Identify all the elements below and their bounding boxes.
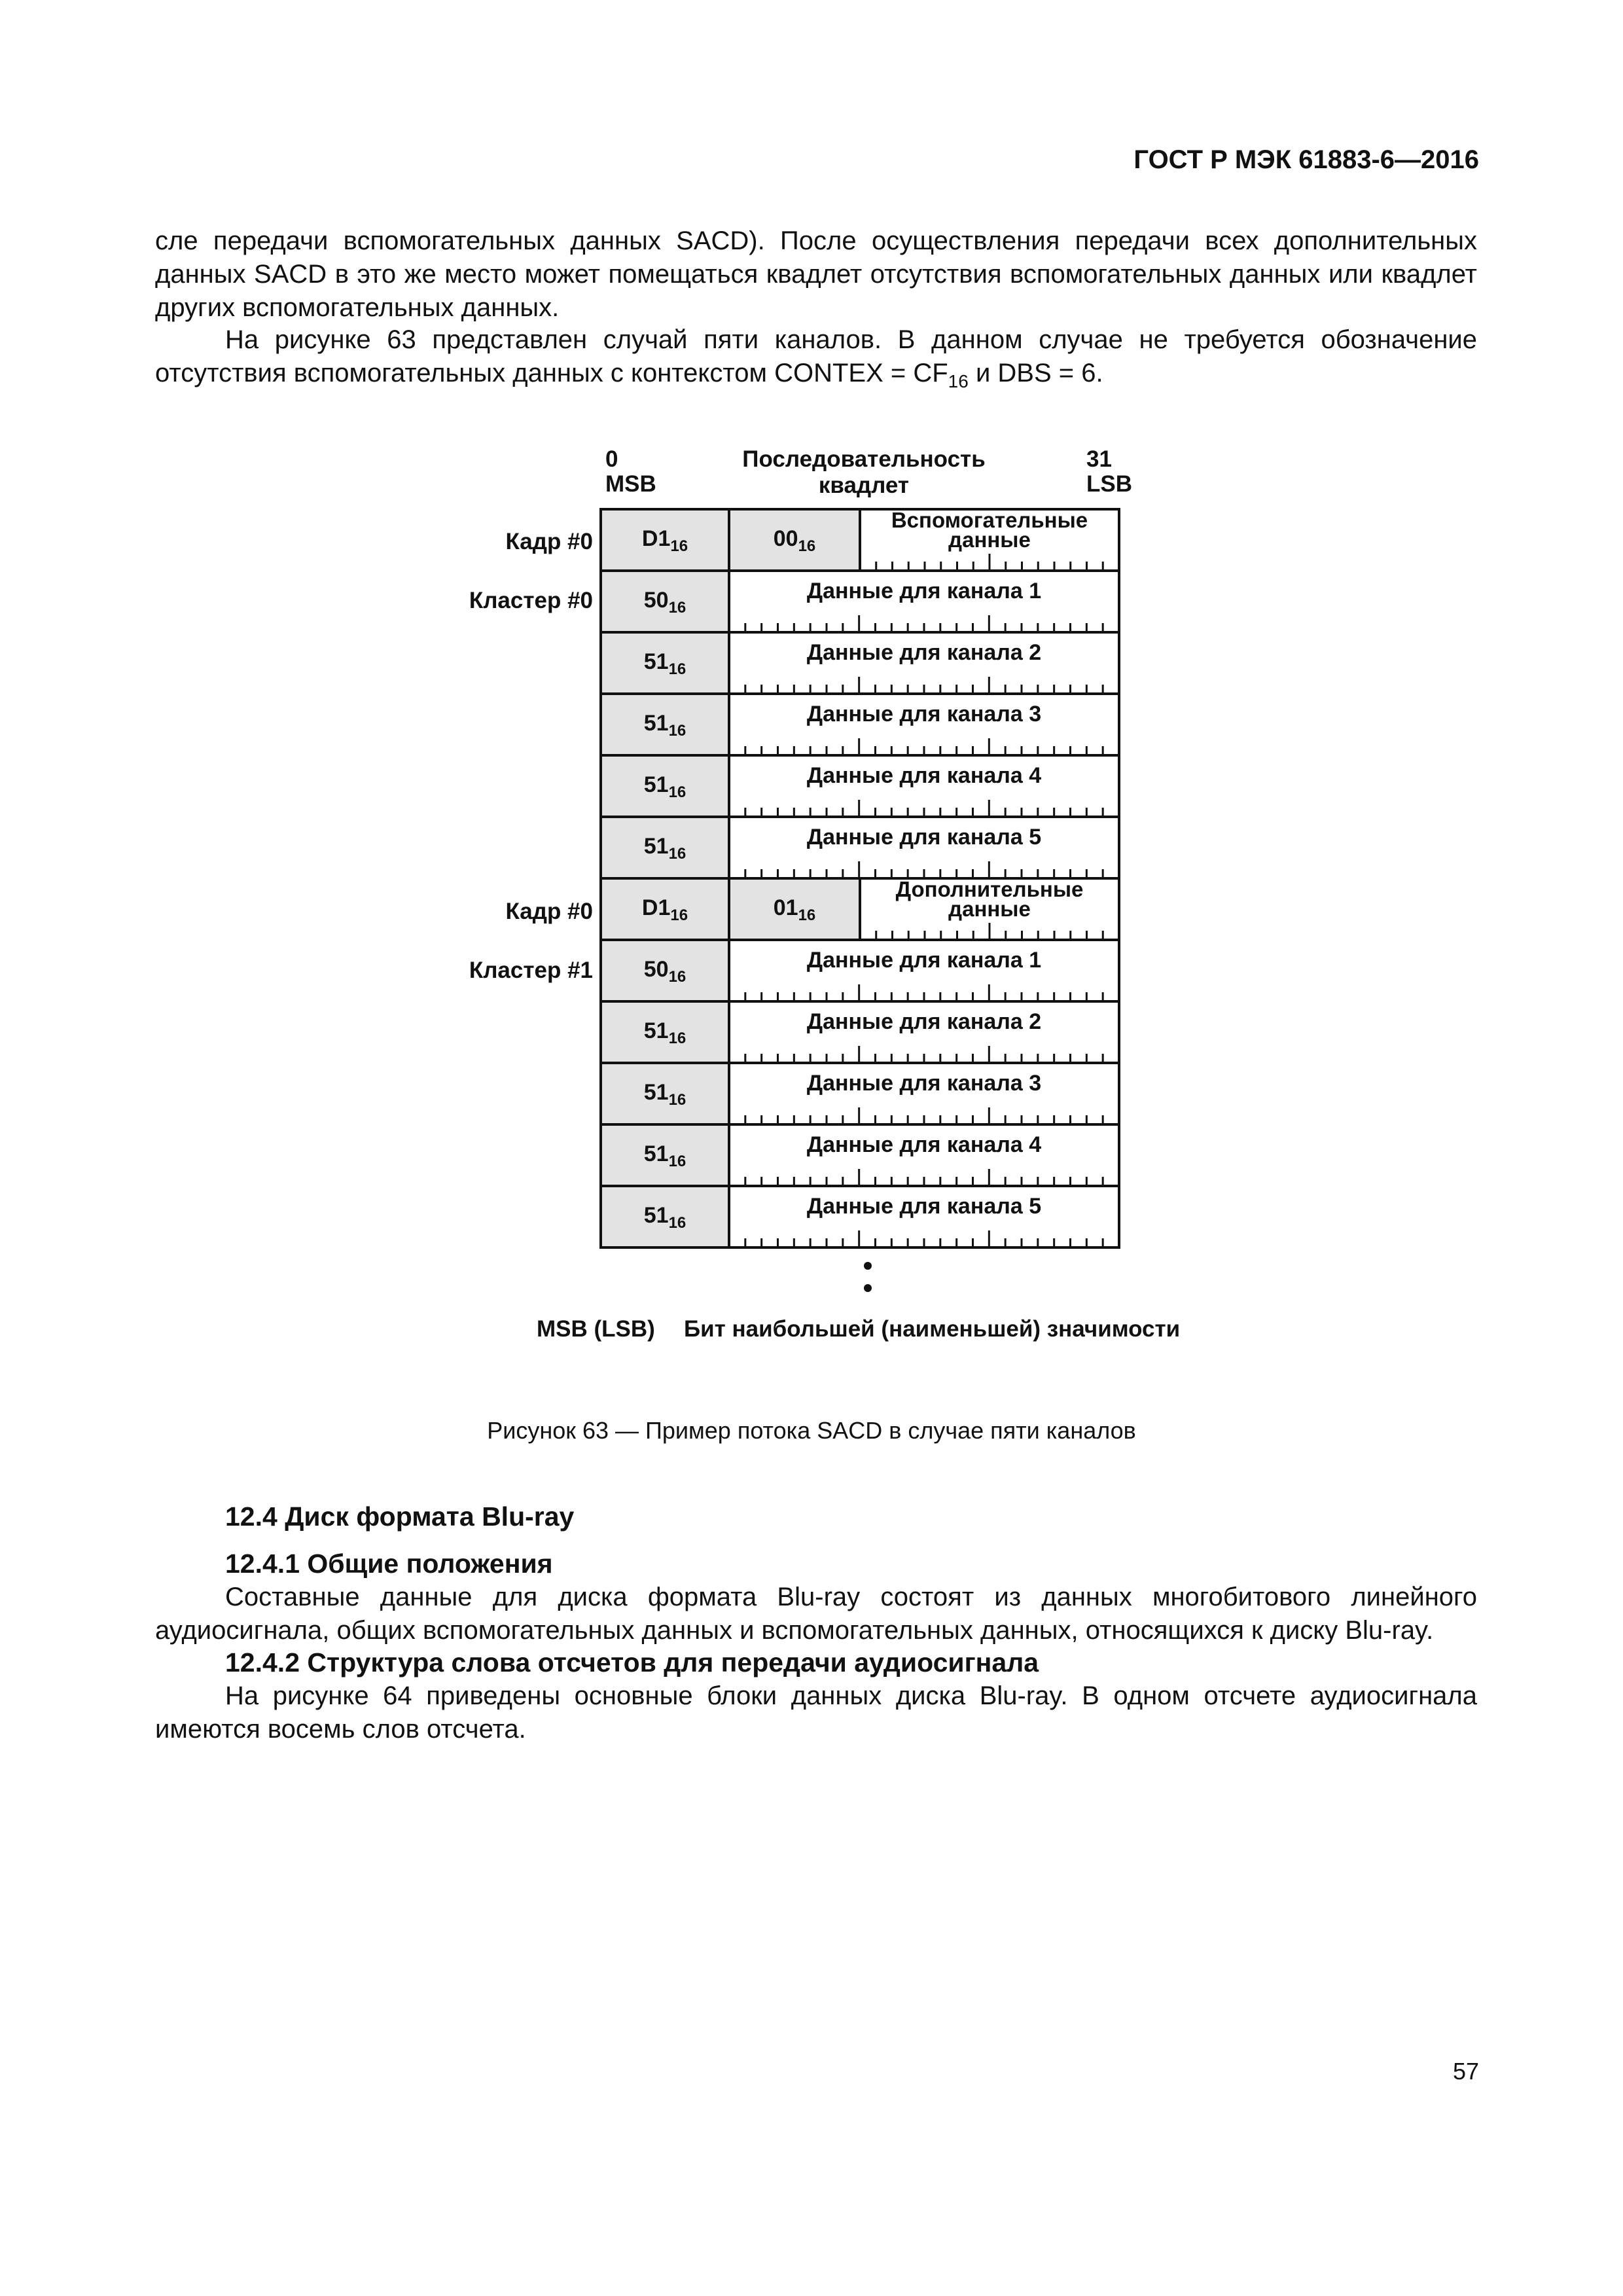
grid-lines xyxy=(601,509,1119,1247)
legend-key: MSB (LSB) xyxy=(537,1316,655,1342)
row-label-cluster1: Кластер #1 xyxy=(469,958,593,983)
cell-code-text: $50_{16}$ xyxy=(643,588,687,617)
top-title: Последовательность квадлет xyxy=(742,446,986,498)
channel-data-label: Данные для канала 4 xyxy=(806,763,1042,788)
channel-data-label: Данные для канала 5 xyxy=(806,825,1042,850)
cell-code-text: $D1_{16}$ xyxy=(641,526,688,555)
channel-data-label: Данные для канала 1 xyxy=(806,579,1042,603)
channel-data-label: Данные для канала 5 xyxy=(806,1194,1042,1219)
legend-text: Бит наибольшей (наименьшей) значимости xyxy=(684,1316,1181,1342)
aux-label-line-1: Вспомогательные xyxy=(891,508,1088,532)
channel-data-label: Данные для канала 2 xyxy=(806,1009,1042,1034)
cell-code-text: $51_{16}$ xyxy=(643,772,687,801)
figure-caption: Рисунок 63 — Пример потока SACD в случае пяти каналов xyxy=(487,1417,1136,1444)
row-label-frame0-b: Кадр #0 xyxy=(505,899,593,924)
quadlet-grid xyxy=(601,509,1119,1247)
paragraph-12-4-1: Составные данные для диска формата Blu-ray состоят из данных многобитового линейного аудиосигнала, общих вспомогательных данных и вспомогательных данных, относящихся к диску Blu-ray. xyxy=(155,1583,1477,1645)
top-left-index: 0 xyxy=(605,446,618,472)
heading-12-4-2: 12.4.2 Структура слова отсчетов для передачи аудиосигнала xyxy=(225,1647,1039,1677)
row-label-cluster0: Кластер #0 xyxy=(469,588,593,613)
row-label-frame0-a: Кадр #0 xyxy=(505,529,593,554)
continuation-dot xyxy=(864,1284,872,1292)
channel-data-label: Данные для канала 4 xyxy=(806,1132,1042,1157)
page-number: 57 xyxy=(1452,2058,1479,2085)
cell-code-text: $51_{16}$ xyxy=(643,1018,687,1047)
intro-paragraph-1: сле передачи вспомогательных данных SACD). После осуществления передачи всех дополнительных данных SACD в это же место может помещаться квадлет отсутствия вспомогательных данных или квадлет других вспомогательных данных. xyxy=(155,226,1477,322)
channel-data-label: Данные для канала 3 xyxy=(806,702,1042,726)
cell-code-text: $51_{16}$ xyxy=(643,1080,687,1109)
heading-12-4-1: 12.4.1 Общие положения xyxy=(225,1549,553,1579)
channel-data-label: Данные для канала 2 xyxy=(806,640,1042,665)
channel-data-label: Данные для канала 3 xyxy=(806,1071,1042,1096)
document-code: ГОСТ Р МЭК 61883-6—2016 xyxy=(1133,145,1479,174)
cell-code-text: $51_{16}$ xyxy=(643,649,687,678)
heading-12-4: 12.4 Диск формата Blu-ray xyxy=(225,1501,575,1532)
cell-code-text: $51_{16}$ xyxy=(643,1141,687,1170)
cell-code-text: $51_{16}$ xyxy=(643,711,687,740)
intro-paragraph-2: На рисунке 63 представлен случай пяти каналов. В данном случае не требуется обозначение отсутствия вспомогательных данных с контекстом CONTEX = $CF_{16}$ и DBS = 6. xyxy=(155,325,1477,391)
continuation-dot xyxy=(864,1262,872,1270)
aux-label-line-1: Дополнительные xyxy=(895,877,1084,901)
top-right-index: 31 xyxy=(1086,446,1112,472)
cell-code-text: $50_{16}$ xyxy=(643,957,687,986)
cell-code-text: $D1_{16}$ xyxy=(641,895,688,924)
cell-code-text: $51_{16}$ xyxy=(643,834,687,863)
cell-code-text: $51_{16}$ xyxy=(643,1203,687,1232)
paragraph-12-4-2: На рисунке 64 приведены основные блоки данных диска Blu-ray. В одном отсчете аудиосигнала имеются восемь слов отсчета. xyxy=(155,1681,1477,1744)
cell-second-code-text: $01_{16}$ xyxy=(773,895,816,924)
aux-label-line-2: данные xyxy=(948,528,1031,552)
aux-label-line-2: данные xyxy=(948,897,1031,921)
top-right-lsb: LSB xyxy=(1086,471,1132,497)
cell-second-code-text: $00_{16}$ xyxy=(773,526,816,555)
channel-data-label: Данные для канала 1 xyxy=(806,948,1042,973)
top-left-msb: MSB xyxy=(605,471,656,497)
